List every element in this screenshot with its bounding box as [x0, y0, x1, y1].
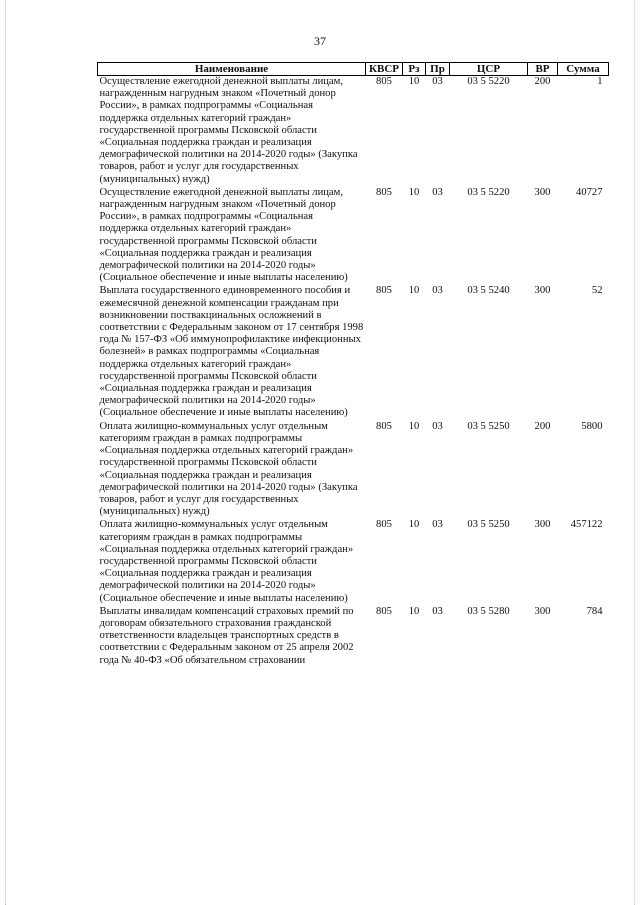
- row-sum: 52: [591, 285, 603, 297]
- row-csr: 03 5 5250: [467, 519, 510, 531]
- scan-edge-left: [5, 0, 7, 905]
- row-name: Осуществление ежегодной денежной выплаты лицам, награжденным нагрудным знаком «Почетный донор России», в рамках подпрограммы «Социальная поддержка отдельных категорий граждан» государственной программы Псковской области «Социальная поддержка граждан и реализация демографической политики на 2014-2020 годы» (Социальное обеспечение и иные выплаты населению): [99, 186, 348, 284]
- table-row: [98, 187, 609, 286]
- row-vr: 200: [534, 420, 551, 432]
- row-sum: 5800: [581, 420, 603, 432]
- table-row: [98, 421, 609, 520]
- row-kvsr: 805: [376, 420, 392, 432]
- table-row: [98, 606, 609, 668]
- header-rz: Рз: [403, 63, 426, 76]
- table-row: [98, 76, 609, 187]
- row-kvsr: 805: [376, 519, 392, 531]
- row-csr: 03 5 5280: [467, 605, 510, 617]
- row-pr: 03: [432, 285, 443, 297]
- row-name: Выплаты инвалидам компенсаций страховых премий по договорам обязательного страхования гражданской ответственности владельцев транспортных средств в соответствии с Федеральным законом от 25 апреля 2002 года № 40-ФЗ «Об обязательном страховании: [99, 605, 354, 666]
- row-rz: 10: [408, 186, 420, 198]
- table-row: [98, 519, 609, 605]
- header-vr: ВР: [528, 63, 558, 76]
- header-name: Наименование: [98, 63, 366, 76]
- row-csr: 03 5 5220: [467, 76, 510, 87]
- row-name: Осуществление ежегодной денежной выплаты лицам, награжденным нагрудным знаком «Почетный донор России», в рамках подпрограммы «Социальная поддержка отдельных категорий граждан» государственной программы Псковской области «Социальная поддержка граждан и реализация демографической политики на 2014-2020 годы» (Закупка товаров, работ и услуг для государственных (муниципальных) нужд): [99, 76, 358, 185]
- header-csr: ЦСР: [450, 63, 528, 76]
- budget-table: [97, 62, 609, 668]
- row-kvsr: 805: [376, 285, 392, 297]
- row-rz: 10: [408, 605, 420, 617]
- row-pr: 03: [432, 76, 443, 87]
- row-csr: 03 5 5250: [467, 420, 510, 432]
- row-name: Оплата жилищно-коммунальных услуг отдельным категориям граждан в рамках подпрограммы «Социальная поддержка отдельных категорий граждан» государственной программы Псковской области «Социальная поддержка граждан и реализация демографической политики на 2014-2020 годы» (Социальное обеспечение и иные выплаты населению): [99, 519, 354, 604]
- header-kvsr: КВСР: [366, 63, 403, 76]
- header-sum: Сумма: [558, 63, 609, 76]
- header-pr: Пр: [426, 63, 450, 76]
- row-pr: 03: [432, 519, 443, 531]
- row-name: Выплата государственного единовременного пособия и ежемесячной денежной компенсации гражданам при возникновении поствакцинальных осложнений в соответствии с Федеральным законом от 17 сентября 1998 года № 157-ФЗ «Об иммунопрофилактике инфекционных болезней» в рамках подпрограммы «Социальная поддержка отдельных категорий граждан» государственной программы Псковской области «Социальная поддержка граждан и реализация демографической политики на 2014-2020 годы» (Социальное обеспечение и иные выплаты населению): [99, 285, 364, 419]
- row-rz: 10: [408, 285, 420, 297]
- row-vr: 300: [534, 285, 551, 297]
- row-sum: 40727: [576, 186, 603, 198]
- row-rz: 10: [408, 519, 420, 531]
- row-vr: 300: [534, 519, 551, 531]
- row-sum: 784: [586, 605, 603, 617]
- row-rz: 10: [408, 76, 420, 87]
- row-kvsr: 805: [376, 186, 392, 198]
- row-pr: 03: [432, 186, 443, 198]
- row-sum: 457122: [570, 519, 603, 531]
- row-vr: 200: [534, 76, 551, 87]
- row-pr: 03: [432, 420, 443, 432]
- row-kvsr: 805: [376, 605, 392, 617]
- row-pr: 03: [432, 605, 443, 617]
- scan-edge-right: [634, 0, 636, 905]
- table-row: [98, 285, 609, 420]
- row-csr: 03 5 5220: [467, 186, 510, 198]
- row-kvsr: 805: [376, 76, 392, 87]
- page-number: 37: [314, 34, 326, 48]
- table-header-row: [98, 63, 609, 76]
- row-vr: 300: [534, 186, 551, 198]
- row-name: Оплата жилищно-коммунальных услуг отдельным категориям граждан в рамках подпрограммы «Социальная поддержка отдельных категорий граждан» государственной программы Псковской области «Социальная поддержка граждан и реализация демографической политики на 2014-2020 годы» (Закупка товаров, работ и услуг для государственных (муниципальных) нужд): [99, 420, 358, 518]
- row-sum: 1: [597, 76, 603, 87]
- row-rz: 10: [408, 420, 420, 432]
- row-vr: 300: [534, 605, 551, 617]
- row-csr: 03 5 5240: [467, 285, 510, 297]
